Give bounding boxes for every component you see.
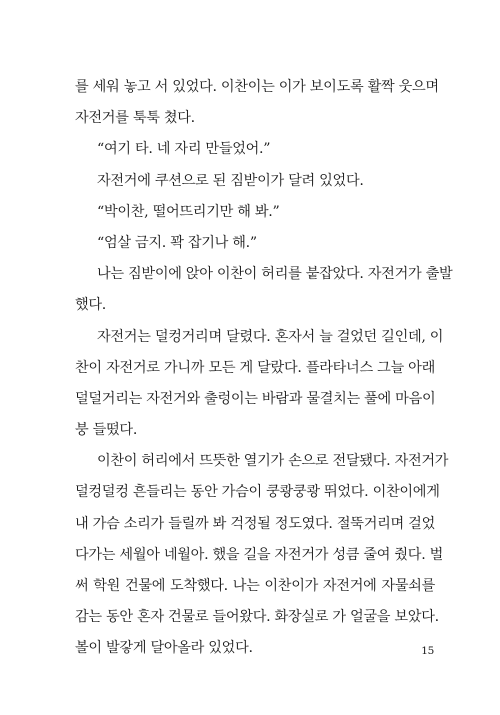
- text-line: 덜덜거리는 자전거와 출렁이는 바람과 물결치는 풀에 마음이: [75, 390, 436, 407]
- text-line: 했다.: [75, 297, 107, 314]
- text-line: 를 세워 놓고 서 있었다. 이찬이는 이가 보이도록 활짝 웃으며: [75, 79, 439, 95]
- text-line: 붕 들떴다.: [75, 422, 138, 439]
- text-line: 나는 짐받이에 앉아 이찬이 허리를 붙잡았다. 자전거가 출발: [97, 266, 453, 283]
- text-line: 자전거를 툭툭 쳤다.: [75, 110, 195, 127]
- text-line: 덜컹덜컹 흔들리는 동안 가슴이 쿵쾅쿵쾅 뛰었다. 이찬이에게: [75, 484, 440, 501]
- body-text: [75, 72, 453, 665]
- text-line: “여기 타. 네 자리 만들었어.”: [97, 141, 271, 158]
- text-line: 자전거는 덜컹거리며 달렸다. 혼자서 늘 걸었던 길인데, 이: [97, 328, 444, 345]
- text-line: 볼이 발갛게 달아올라 있었다.: [75, 640, 253, 657]
- text-line: 자전거에 쿠션으로 된 짐받이가 달려 있었다.: [97, 172, 364, 189]
- text-line: 이찬이 허리에서 뜨뜻한 열기가 손으로 전달됐다. 자전거가: [97, 453, 449, 470]
- text-line: 써 학원 건물에 도착했다. 나는 이찬이가 자전거에 자물쇠를: [75, 578, 435, 594]
- text-line: 내 가슴 소리가 들릴까 봐 걱정될 정도였다. 절뚝거리며 걸었: [75, 515, 435, 532]
- text-line: “박이찬, 떨어뜨리기만 해 봐.”: [97, 203, 280, 220]
- text-line: 다가는 세월아 네월아. 했을 길을 자전거가 성큼 줄여 줬다. 벌: [75, 546, 444, 563]
- page-number: 15: [421, 645, 434, 657]
- text-line: “엄살 금지. 꽉 잡기나 해.”: [97, 234, 257, 251]
- text-line: 감는 동안 혼자 건물로 들어왔다. 화장실로 가 얼굴을 보았다.: [75, 609, 439, 626]
- text-line: 찬이 자전거로 가니까 모든 게 달랐다. 플라타너스 그늘 아래: [75, 359, 435, 376]
